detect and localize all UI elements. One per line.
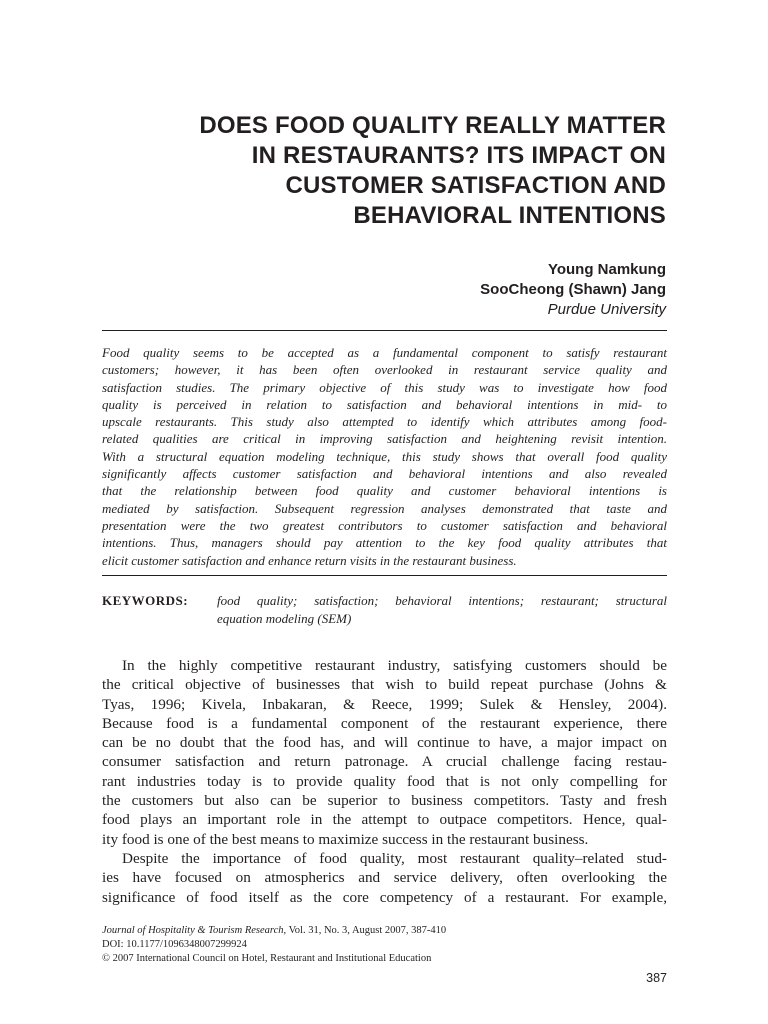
body-line: consumer satisfaction and return patronage. A crucial challenge facing restau- — [102, 753, 667, 771]
abstract-bottom-rule — [102, 575, 667, 576]
abstract-line: related qualities are critical in improving satisfaction and heightening revisit intention. — [102, 431, 667, 447]
body-line: ity food is one of the best means to maximize success in the restaurant business. — [102, 830, 589, 848]
body-line: Because food is a fundamental component of the restaurant experience, there — [102, 714, 667, 732]
abstract-line: With a structural equation modeling technique, this study shows that overall food quality — [102, 448, 667, 464]
title-line: BEHAVIORAL INTENTIONS — [353, 202, 666, 229]
title-line: DOES FOOD QUALITY REALLY MATTER — [199, 112, 666, 139]
body-line: Tyas, 1996; Kivela, Inbakaran, & Reece, 1999; Sulek & Hensley, 2004). — [102, 695, 667, 713]
body-line: significance of food itself as the core competency of a restaurant. For example, — [102, 888, 667, 906]
page-number: 387 — [646, 971, 667, 985]
body-line: ies have focused on atmospherics and service delivery, often overlooking the — [102, 869, 667, 887]
abstract-line: quality is perceived in relation to satisfaction and behavioral intentions in mid- to — [102, 396, 667, 412]
journal-name: Journal of Hospitality & Tourism Research — [102, 925, 284, 936]
abstract-line: mediated by satisfaction. Subsequent regression analyses demonstrated that taste and — [102, 500, 667, 516]
keywords-list — [217, 592, 667, 628]
abstract-top-rule — [102, 330, 667, 331]
body-line: In the highly competitive restaurant industry, satisfying customers should be — [122, 657, 667, 674]
copyright: © 2007 International Council on Hotel, Restaurant and Institutional Education — [102, 953, 432, 964]
abstract-line: elicit customer satisfaction and enhance return visits in the restaurant business. — [102, 552, 517, 568]
body-line: Despite the importance of food quality, most restaurant quality–related stud- — [122, 849, 667, 867]
keywords-line: food quality; satisfaction; behavioral intentions; restaurant; structural — [217, 593, 667, 608]
body-line: the customers but also can be superior to business competitors. Tasty and fresh — [102, 792, 667, 810]
keywords-label: KEYWORDS: — [102, 593, 189, 608]
title-line: IN RESTAURANTS? ITS IMPACT ON — [251, 142, 666, 169]
journal-footer — [102, 924, 667, 966]
doi: DOI: 10.1177/1096348007299924 — [102, 939, 247, 950]
journal-citation — [102, 924, 667, 938]
abstract-line: upscale restaurants. This study also attempted to identify which attributes among food- — [102, 414, 667, 430]
title-line: CUSTOMER SATISFACTION AND — [285, 172, 666, 199]
abstract-line: satisfaction studies. The primary objective of this study was to investigate how food — [102, 379, 667, 395]
body-line: food plays an important role in the attempt to outpace competitors. Hence, qual- — [102, 811, 667, 829]
journal-details: , Vol. 31, No. 3, August 2007, 387-410 — [283, 925, 447, 936]
abstract-line: Food quality seems to be accepted as a fundamental component to satisfy restaurant — [102, 345, 667, 360]
author-block — [166, 260, 666, 320]
author-affiliation: Purdue University — [547, 301, 666, 318]
article-title — [66, 111, 666, 231]
body-line: the critical objective of businesses that wish to build repeat purchase (Johns & — [102, 676, 667, 694]
keywords-line: equation modeling (SEM) — [217, 611, 352, 626]
abstract-line: presentation were the two greatest contributors to customer satisfaction and behavioral — [102, 517, 667, 533]
author-name: SooCheong (Shawn) Jang — [480, 281, 666, 298]
author-name: Young Namkung — [547, 261, 666, 278]
body-line: rant industries today is to provide quality food that is not only compelling for — [102, 772, 667, 790]
body-text — [102, 656, 667, 907]
abstract-line: significantly affects customer satisfaction and behavioral intentions and also revealed — [102, 466, 667, 482]
body-line: can be no doubt that the food has, and will continue to have, a major impact on — [102, 734, 667, 752]
abstract-line: that the relationship between food quality and customer behavioral intentions is — [102, 483, 667, 499]
abstract-line: customers; however, it has been often overlooked in restaurant service quality and — [102, 362, 667, 378]
abstract — [102, 344, 667, 569]
abstract-line: intentions. Thus, managers should pay attention to the key food quality attributes that — [102, 535, 667, 551]
